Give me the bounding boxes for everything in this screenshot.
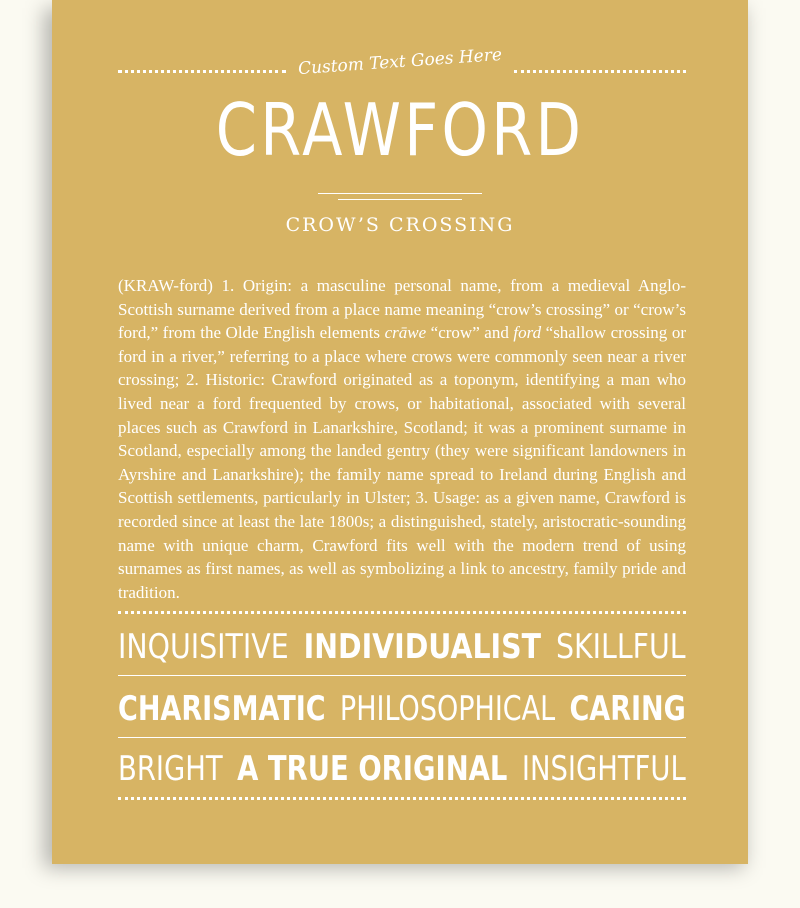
trait-separator-2	[118, 737, 686, 738]
name-definition	[118, 274, 686, 604]
trait-word: INQUISITIVE	[118, 627, 289, 667]
trait-word: CARING	[569, 689, 686, 729]
trait-row-2	[118, 686, 686, 732]
trait-word: INSIGHTFUL	[521, 749, 686, 789]
dotted-divider-traits-bottom	[118, 797, 686, 800]
rule-top	[318, 193, 482, 194]
name-meaning: CROW’S CROSSING	[285, 214, 515, 236]
trait-word: INDIVIDUALIST	[303, 627, 541, 667]
dotted-divider-right	[514, 70, 686, 73]
trait-separator-1	[118, 675, 686, 676]
trait-word: A TRUE ORIGINAL	[237, 749, 508, 789]
dotted-divider-traits-top	[118, 611, 686, 614]
trait-word: BRIGHT	[118, 749, 223, 789]
rule-bottom	[338, 199, 462, 200]
trait-word: PHILOSOPHICAL	[339, 689, 556, 729]
definition-text-3: “shallow crossing or ford in a river,” referring to a place where crows were commonly seen near a river crossing; 2. Historic: Crawford originated as a toponym, identifying a man who lived near a ford frequented by crows, or habitational, associated with several places such as Crawford in Lanarkshire, Scotland; it was a prominent surname in Scotland, especially among the landed gentry (they were significant landowners in Ayrshire and Lanarkshire); the family name spread to Ireland during English and Scottish settlements, particularly in Ulster; 3. Usage: as a given name, Crawford is recorded since at least the late 1800s; a distinguished, stately, aristocratic-sounding name with unique charm, Crawford fits well with the modern trend of using surnames as first names, as well as symbolizing a link to ancestry, family pride and tradition.	[118, 323, 686, 602]
definition-text-1: (KRAW-ford) 1. Origin: a masculine personal name, from a medieval Anglo-Scottish surname derived from a place name meaning “crow’s crossing” or “crow’s ford,” from the Olde English elements	[118, 276, 686, 343]
definition-term-2: ford	[513, 323, 542, 343]
name-title: CRAWFORD	[215, 88, 585, 172]
definition-text-2: “crow” and	[426, 323, 514, 343]
definition-term-1: crāwe	[384, 323, 427, 343]
trait-word: SKILLFUL	[555, 627, 686, 667]
custom-text: Custom Text Goes Here	[297, 44, 503, 80]
trait-row-1	[118, 624, 686, 670]
name-poster	[52, 0, 748, 864]
trait-row-3	[118, 746, 686, 792]
trait-word: CHARISMATIC	[118, 689, 326, 729]
